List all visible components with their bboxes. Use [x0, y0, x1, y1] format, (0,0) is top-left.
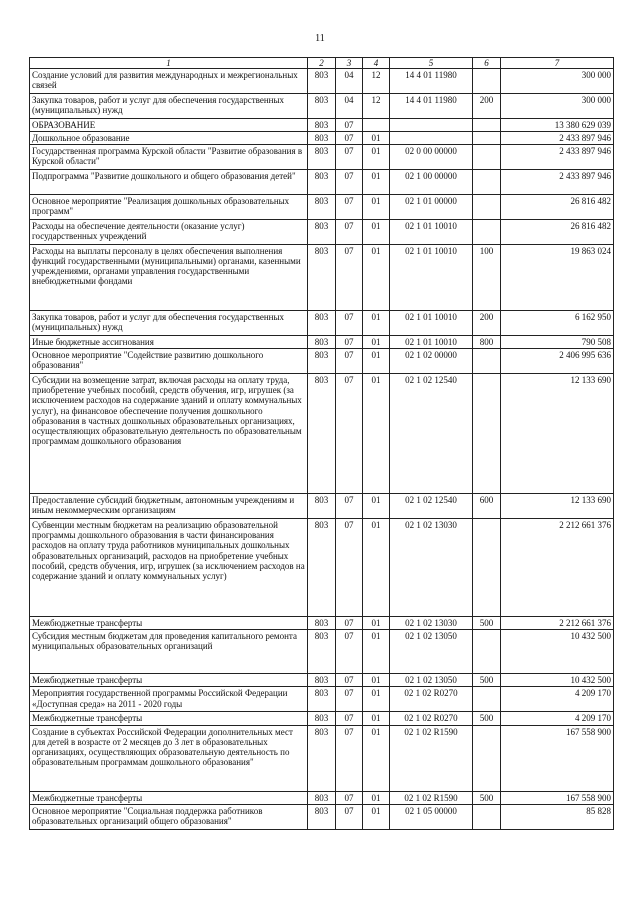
cell-subsection: 01 [363, 791, 390, 804]
cell-target: 02 1 02 13050 [390, 630, 473, 674]
cell-amount: 2 433 897 946 [501, 145, 614, 170]
cell-target: 02 1 02 13030 [390, 617, 473, 630]
cell-section: 07 [336, 311, 363, 336]
cell-subsection: 01 [363, 494, 390, 519]
cell-subsection: 01 [363, 617, 390, 630]
cell-section: 07 [336, 712, 363, 725]
cell-subsection: 01 [363, 145, 390, 170]
cell-section: 04 [336, 94, 363, 119]
cell-expense-type: 800 [473, 336, 501, 349]
cell-target: 02 1 02 00000 [390, 349, 473, 374]
column-number-row [30, 58, 614, 69]
cell-target: 02 1 02 R0270 [390, 687, 473, 712]
cell-expense-type: 600 [473, 494, 501, 519]
table-row [30, 617, 614, 630]
cell-section: 07 [336, 374, 363, 494]
column-header: 1 [30, 58, 308, 69]
table-row [30, 494, 614, 519]
table-row [30, 220, 614, 245]
cell-section: 07 [336, 725, 363, 791]
cell-ministry: 803 [308, 349, 336, 374]
cell-section: 07 [336, 494, 363, 519]
cell-target: 02 1 02 13050 [390, 674, 473, 687]
cell-amount: 167 558 900 [501, 725, 614, 791]
cell-amount: 300 000 [501, 69, 614, 94]
cell-name: Расходы на выплаты персоналу в целях обеспечения выполнения функций государственными (муниципальными) органами, казенными учреждениями, органами управления государственными внебюджетными фондами [30, 245, 308, 311]
cell-subsection: 12 [363, 94, 390, 119]
cell-subsection: 01 [363, 804, 390, 829]
cell-ministry: 803 [308, 195, 336, 220]
table-row [30, 69, 614, 94]
cell-ministry: 803 [308, 712, 336, 725]
cell-target: 02 1 01 10010 [390, 336, 473, 349]
table-row [30, 132, 614, 145]
table-row [30, 336, 614, 349]
cell-expense-type [473, 725, 501, 791]
cell-subsection: 01 [363, 519, 390, 617]
cell-expense-type: 500 [473, 674, 501, 687]
cell-name: Создание в субъектах Российской Федерации дополнительных мест для детей в возрасте от 2 месяцев до 3 лет в образовательных организациях, осуществляющих образовательную деятельность по образовательным программам дошкольного образования" [30, 725, 308, 791]
cell-amount: 13 380 629 039 [501, 119, 614, 132]
cell-name: Иные бюджетные ассигнования [30, 336, 308, 349]
cell-ministry: 803 [308, 94, 336, 119]
cell-ministry: 803 [308, 674, 336, 687]
cell-amount: 2 212 661 376 [501, 617, 614, 630]
table-row [30, 725, 614, 791]
cell-subsection: 01 [363, 349, 390, 374]
cell-subsection: 12 [363, 69, 390, 94]
cell-name: Субвенции местным бюджетам на реализацию образовательной программы дошкольного образования в части финансирования расходов на оплату труда работников муниципальных дошкольных образовательных организаций, расходов на приобретение учебных пособий, средств обучения, игр, игрушек (за исключением расходов на содержание зданий и оплату коммунальных услуг) [30, 519, 308, 617]
cell-section: 07 [336, 674, 363, 687]
budget-table [29, 57, 614, 830]
cell-subsection: 01 [363, 132, 390, 145]
cell-subsection: 01 [363, 220, 390, 245]
cell-expense-type: 200 [473, 311, 501, 336]
cell-target: 02 1 02 13030 [390, 519, 473, 617]
cell-amount: 167 558 900 [501, 791, 614, 804]
cell-section: 07 [336, 132, 363, 145]
cell-subsection: 01 [363, 374, 390, 494]
cell-target [390, 119, 473, 132]
cell-amount: 85 828 [501, 804, 614, 829]
cell-name: Межбюджетные трансферты [30, 712, 308, 725]
cell-section: 07 [336, 804, 363, 829]
column-header: 3 [336, 58, 363, 69]
table-row [30, 674, 614, 687]
cell-section: 07 [336, 349, 363, 374]
cell-amount: 300 000 [501, 94, 614, 119]
cell-section: 07 [336, 519, 363, 617]
table-row [30, 311, 614, 336]
cell-amount: 12 133 690 [501, 494, 614, 519]
cell-amount: 2 433 897 946 [501, 132, 614, 145]
cell-ministry: 803 [308, 220, 336, 245]
column-header: 7 [501, 58, 614, 69]
cell-name: Расходы на обеспечение деятельности (оказание услуг) государственных учреждений [30, 220, 308, 245]
cell-target: 02 1 02 R0270 [390, 712, 473, 725]
table-row [30, 349, 614, 374]
cell-amount: 2 433 897 946 [501, 170, 614, 195]
cell-section: 07 [336, 336, 363, 349]
cell-expense-type [473, 132, 501, 145]
cell-section: 07 [336, 119, 363, 132]
cell-expense-type [473, 145, 501, 170]
cell-ministry: 803 [308, 519, 336, 617]
cell-name: Государственная программа Курской области "Развитие образования в Курской области" [30, 145, 308, 170]
cell-expense-type [473, 195, 501, 220]
cell-section: 07 [336, 195, 363, 220]
cell-subsection: 01 [363, 195, 390, 220]
cell-section: 07 [336, 687, 363, 712]
cell-name: Закупка товаров, работ и услуг для обеспечения государственных (муниципальных) нужд [30, 94, 308, 119]
cell-target: 02 1 01 10010 [390, 311, 473, 336]
cell-ministry: 803 [308, 170, 336, 195]
cell-expense-type [473, 69, 501, 94]
cell-expense-type [473, 349, 501, 374]
table-row [30, 94, 614, 119]
table-row [30, 170, 614, 195]
cell-amount: 19 863 024 [501, 245, 614, 311]
cell-amount: 6 162 950 [501, 311, 614, 336]
cell-name: Межбюджетные трансферты [30, 617, 308, 630]
cell-subsection: 01 [363, 630, 390, 674]
cell-amount: 10 432 500 [501, 674, 614, 687]
cell-expense-type [473, 220, 501, 245]
cell-subsection: 01 [363, 712, 390, 725]
table-row [30, 519, 614, 617]
cell-target [390, 132, 473, 145]
table-row [30, 245, 614, 311]
cell-subsection [363, 119, 390, 132]
cell-amount: 790 508 [501, 336, 614, 349]
cell-expense-type: 100 [473, 245, 501, 311]
cell-ministry: 803 [308, 145, 336, 170]
cell-name: ОБРАЗОВАНИЕ [30, 119, 308, 132]
cell-target: 02 0 00 00000 [390, 145, 473, 170]
cell-section: 07 [336, 245, 363, 311]
cell-name: Основное мероприятие "Социальная поддержка работников образовательных организаций общего образования" [30, 804, 308, 829]
cell-name: Создание условий для развития международных и межрегиональных связей [30, 69, 308, 94]
cell-section: 07 [336, 791, 363, 804]
cell-expense-type: 500 [473, 617, 501, 630]
column-header: 2 [308, 58, 336, 69]
cell-subsection: 01 [363, 725, 390, 791]
cell-ministry: 803 [308, 725, 336, 791]
cell-name: Субсидия местным бюджетам для проведения капитального ремонта муниципальных образовательных организаций [30, 630, 308, 674]
cell-ministry: 803 [308, 311, 336, 336]
cell-ministry: 803 [308, 132, 336, 145]
cell-ministry: 803 [308, 119, 336, 132]
table-row [30, 195, 614, 220]
page-number: 11 [315, 33, 325, 44]
cell-target: 14 4 01 11980 [390, 94, 473, 119]
cell-target: 02 1 01 10010 [390, 220, 473, 245]
cell-expense-type [473, 119, 501, 132]
cell-section: 04 [336, 69, 363, 94]
cell-ministry: 803 [308, 791, 336, 804]
table-body [30, 69, 614, 830]
cell-section: 07 [336, 630, 363, 674]
cell-ministry: 803 [308, 630, 336, 674]
cell-subsection: 01 [363, 170, 390, 195]
cell-section: 07 [336, 220, 363, 245]
cell-amount: 12 133 690 [501, 374, 614, 494]
cell-ministry: 803 [308, 245, 336, 311]
cell-name: Субсидии на возмещение затрат, включая расходы на оплату труда, приобретение учебных пособий, средств обучения, игр, игрушек (за исключением расходов на содержание зданий и оплату коммунальных услуг), на финансовое обеспечение получения дошкольного образования в частных дошкольных образовательных организациях, осуществляющих образовательную деятельность по образовательным программам дошкольного образования [30, 374, 308, 494]
cell-ministry: 803 [308, 69, 336, 94]
cell-target: 14 4 01 11980 [390, 69, 473, 94]
table-row [30, 791, 614, 804]
cell-expense-type: 500 [473, 712, 501, 725]
cell-amount: 2 212 661 376 [501, 519, 614, 617]
cell-subsection: 01 [363, 687, 390, 712]
cell-name: Межбюджетные трансферты [30, 674, 308, 687]
cell-amount: 10 432 500 [501, 630, 614, 674]
table-row [30, 804, 614, 829]
cell-name: Дошкольное образование [30, 132, 308, 145]
cell-amount: 26 816 482 [501, 195, 614, 220]
cell-ministry: 803 [308, 617, 336, 630]
cell-target: 02 1 02 12540 [390, 494, 473, 519]
cell-name: Мероприятия государственной программы Российской Федерации «Доступная среда» на 2011 - 2020 годы [30, 687, 308, 712]
cell-ministry: 803 [308, 494, 336, 519]
cell-amount: 4 209 170 [501, 712, 614, 725]
cell-subsection: 01 [363, 674, 390, 687]
cell-expense-type [473, 170, 501, 195]
cell-ministry: 803 [308, 374, 336, 494]
cell-expense-type [473, 374, 501, 494]
cell-amount: 26 816 482 [501, 220, 614, 245]
cell-ministry: 803 [308, 336, 336, 349]
cell-name: Межбюджетные трансферты [30, 791, 308, 804]
cell-name: Закупка товаров, работ и услуг для обеспечения государственных (муниципальных) нужд [30, 311, 308, 336]
column-header: 4 [363, 58, 390, 69]
table-row [30, 630, 614, 674]
cell-ministry: 803 [308, 687, 336, 712]
cell-subsection: 01 [363, 336, 390, 349]
cell-target: 02 1 02 R1590 [390, 791, 473, 804]
cell-expense-type: 200 [473, 94, 501, 119]
cell-section: 07 [336, 170, 363, 195]
cell-name: Подпрограмма "Развитие дошкольного и общего образования детей" [30, 170, 308, 195]
cell-amount: 2 406 995 636 [501, 349, 614, 374]
table-row [30, 119, 614, 132]
cell-target: 02 1 01 00000 [390, 195, 473, 220]
cell-target: 02 1 05 00000 [390, 804, 473, 829]
cell-expense-type [473, 687, 501, 712]
cell-name: Предоставление субсидий бюджетным, автономным учреждениям и иным некоммерческим организациям [30, 494, 308, 519]
cell-name: Основное мероприятие "Содействие развитию дошкольного образования" [30, 349, 308, 374]
cell-name: Основное мероприятие "Реализация дошкольных образовательных программ" [30, 195, 308, 220]
table-row [30, 145, 614, 170]
cell-section: 07 [336, 617, 363, 630]
cell-section: 07 [336, 145, 363, 170]
cell-subsection: 01 [363, 245, 390, 311]
cell-ministry: 803 [308, 804, 336, 829]
table-row [30, 712, 614, 725]
cell-expense-type [473, 519, 501, 617]
cell-expense-type [473, 804, 501, 829]
cell-target: 02 1 01 10010 [390, 245, 473, 311]
cell-subsection: 01 [363, 311, 390, 336]
column-header: 6 [473, 58, 501, 69]
table-row [30, 687, 614, 712]
cell-amount: 4 209 170 [501, 687, 614, 712]
cell-target: 02 1 02 R1590 [390, 725, 473, 791]
cell-target: 02 1 02 12540 [390, 374, 473, 494]
table-row [30, 374, 614, 494]
cell-expense-type: 500 [473, 791, 501, 804]
column-header: 5 [390, 58, 473, 69]
cell-target: 02 1 00 00000 [390, 170, 473, 195]
cell-expense-type [473, 630, 501, 674]
